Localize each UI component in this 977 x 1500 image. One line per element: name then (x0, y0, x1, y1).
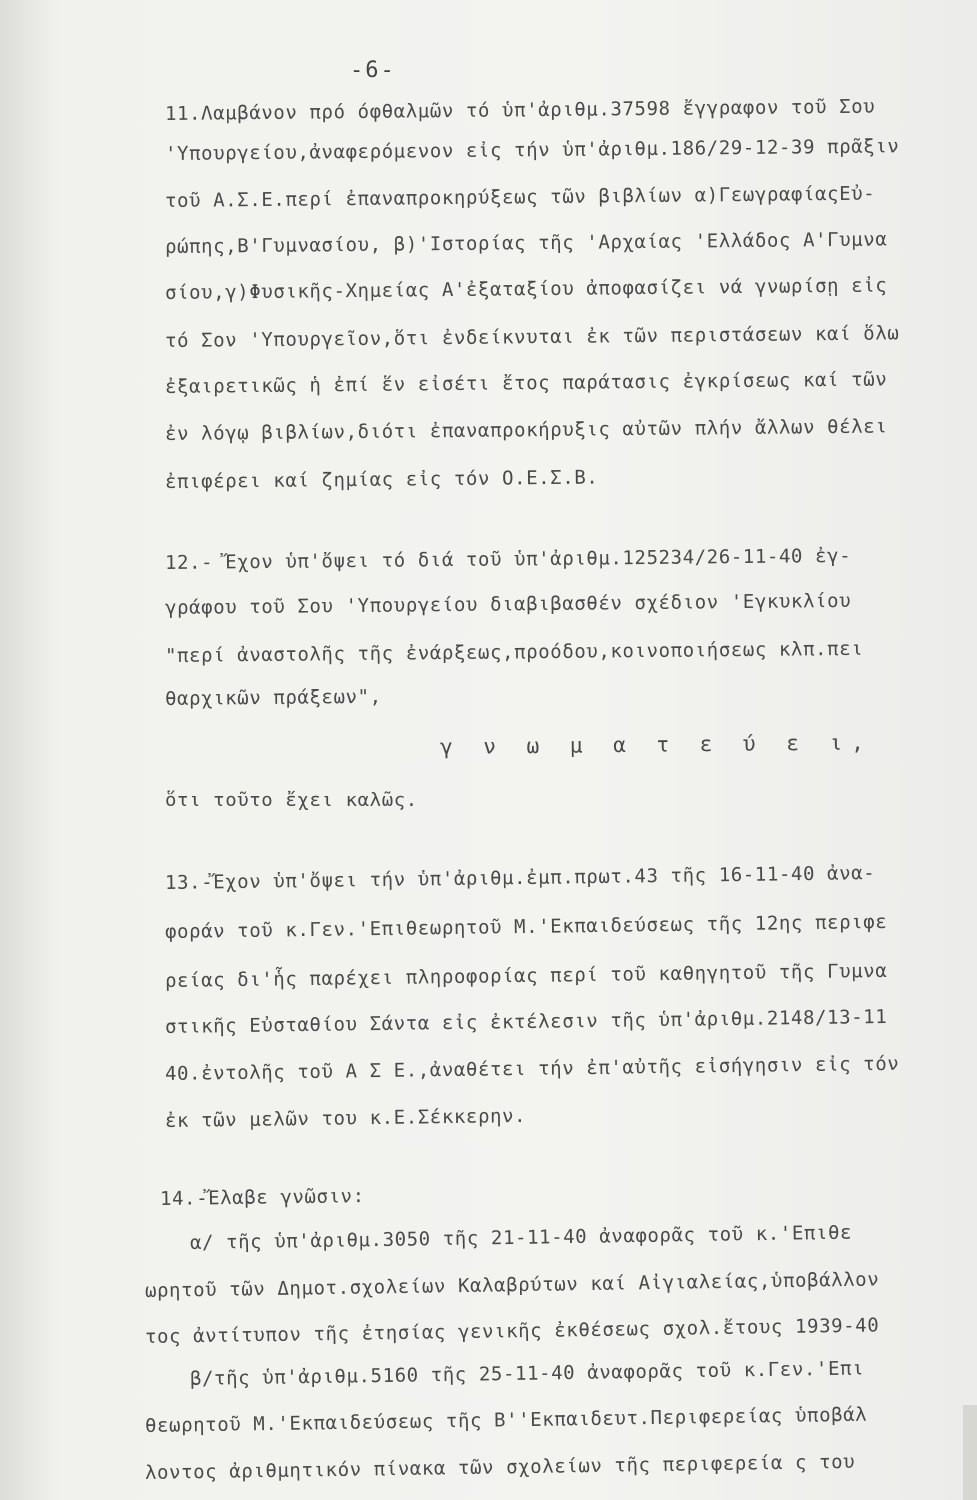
text-line: θαρχικῶν πράξεων", (164, 685, 382, 710)
text-line: τοῦ Α.Σ.Ε.περί ἐπαναπροκηρύξεως τῶν βιβλίων α)ΓεωγραφίαςΕὐ- (164, 182, 876, 212)
text-line: τό Σον 'Υπουργεῖον,ὅτι ἐνδείκνυται ἐκ τῶν περιστάσεων καί ὅλω (164, 322, 900, 352)
text-line: ἐν λόγῳ βιβλίων,διότι ἐπαναπροκήρυξις αὐτῶν πλήν ἄλλων θέλει (164, 415, 888, 445)
text-line: θεωρητοῦ Μ.'Εκπαιδεύσεως τῆς Β''Εκπαιδευτ.Περιφερείας ὑποβάλ (144, 1403, 868, 1437)
text-line: γράφου τοῦ Σου 'Υπουργείου διαβιβασθέν σχέδιον 'Εγκυκλίου (164, 589, 852, 619)
page-number: -6- (350, 58, 396, 83)
text-line: ἐκ τῶν μελῶν του κ.Ε.Σέκκερην. (164, 1104, 527, 1132)
decision-word: γ ν ω μ α τ ε ύ ε ι, (439, 730, 873, 759)
page-edge-shadow (963, 1405, 977, 1500)
text-line: "περί ἀναστολῆς τῆς ἐνάρξεως,προόδου,κοινοποιήσεως κλπ.πει (164, 637, 864, 667)
text-line: ἐπιφέρει καί ζημίας εἰς τόν Ο.Ε.Σ.Β. (164, 466, 599, 493)
text-line: ὅτι τοῦτο ἔχει καλῶς. (165, 789, 418, 811)
text-line: ωρητοῦ τῶν Δημοτ.σχολείων Καλαβρύτων καί Αἰγιαλείας,ὑποβάλλον (144, 1268, 880, 1302)
text-line: λοντος ἀριθμητικόν πίνακα τῶν σχολείων τῆς περιφερεία ς του (144, 1450, 856, 1484)
text-line: α/ τῆς ὑπ'ἀριθμ.3050 τῆς 21-11-40 ἀναφορᾶς τοῦ κ.'Επιθε (189, 1221, 853, 1254)
text-line: ρείας δι'ἧς παρέχει πληροφορίας περί τοῦ καθηγητοῦ τῆς Γυμνα (164, 959, 888, 992)
text-line: 40.ἐντολῆς τοῦ Α Σ Ε.,ἀναθέτει τήν ἐπ'αὐτῆς εἰσήγησιν εἰς τόν (164, 1052, 900, 1085)
text-line: 13.-Ἔχον ὑπ'ὄψει τήν ὑπ'ἀριθμ.ἐμπ.πρωτ.43 τῆς 16-11-40 ἀνα- (164, 862, 876, 894)
text-line: τος ἀντίτυπον τῆς ἐτησίας γενικῆς ἐκθέσεως σχολ.ἔτους 1939-40 (144, 1314, 880, 1348)
text-line: 14.-Ἔλαβε γνῶσιν: (159, 1185, 365, 1210)
text-line: σίου,γ)Φυσικῆς-Χημείας Α'ἐξαταξίου ἀποφασίζει νά γνωρίσῃ εἰς (164, 274, 888, 304)
text-line: 11.Λαμβάνον πρό όφθαλμῶν τό ὑπ'ἀριθμ.37598 ἔγγραφον τοῦ Σου (164, 95, 876, 125)
text-line: φοράν τοῦ κ.Γεν.'Επιθεωρητοῦ Μ.'Εκπαιδεύσεως τῆς 12ης περιφε (164, 910, 888, 943)
text-line: ἐξαιρετικῶς ἡ ἐπί ἕν εἰσέτι ἔτος παράτασις ἐγκρίσεως καί τῶν (164, 368, 888, 398)
text-line: στικῆς Εὐσταθίου Σάντα εἰς ἐκτέλεσιν τῆς ὑπ'ἀριθμ.2148/13-11 (164, 1005, 888, 1038)
text-line: 12.- Ἔχον ὑπ'ὄψει τό διά τοῦ ὑπ'ἀριθμ.125234/26-11-40 ἐγ- (164, 544, 852, 574)
text-line: β/τῆς ὑπ'ἀριθμ.5160 τῆς 25-11-40 ἀναφορᾶς τοῦ κ.Γεν.'Επι (189, 1357, 865, 1390)
text-line: ρώπης,Β'Γυμνασίου, β)'Ιστορίας τῆς 'Αρχαίας 'Ελλάδος Α'Γυμνα (164, 228, 888, 258)
text-line: 'Υπουργείου,ἀναφερόμενον εἰς τήν ὑπ'ἀριθμ.186/29-12-39 πρᾶξιν (164, 135, 900, 165)
